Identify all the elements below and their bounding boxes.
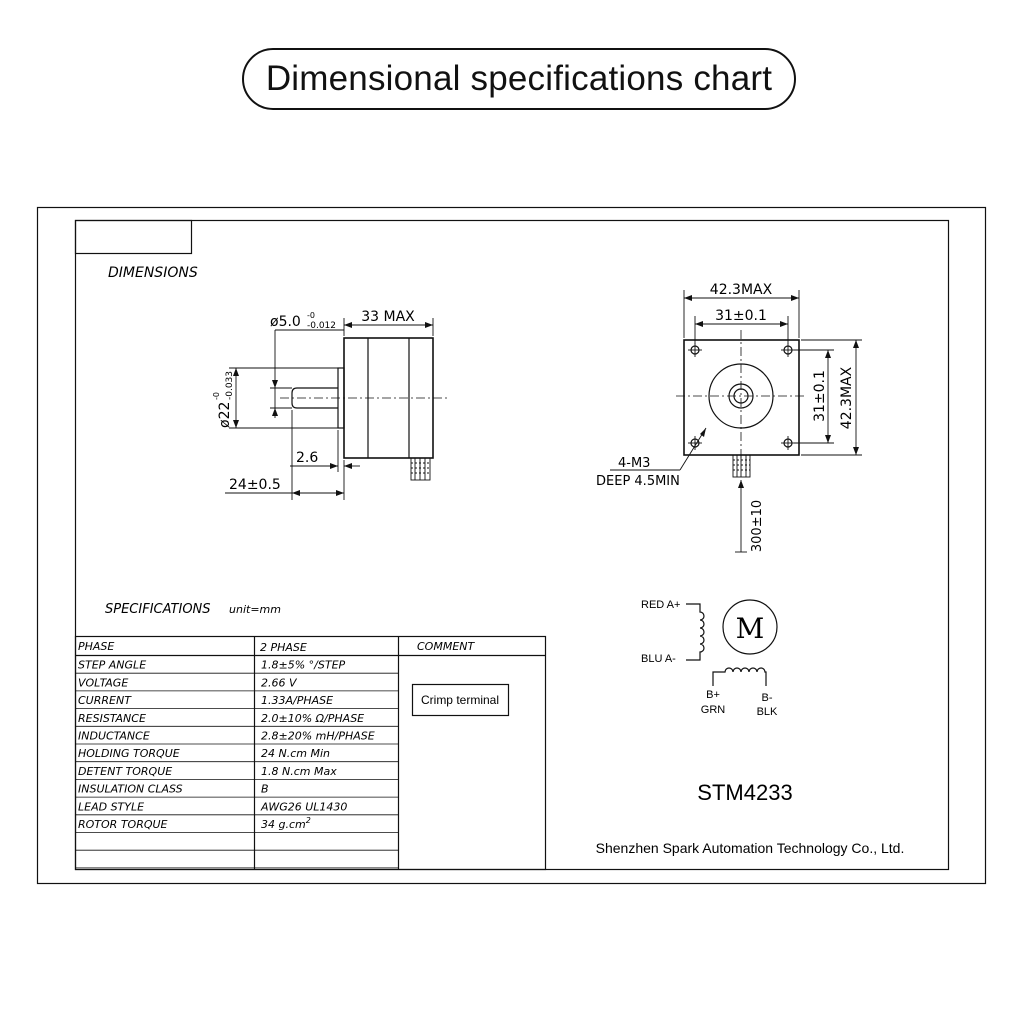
motor-symbol-label: M — [735, 612, 765, 645]
shaft-tol-upper: -0 — [307, 311, 315, 320]
spec-label: INSULATION CLASS — [78, 782, 183, 796]
spec-label: RESISTANCE — [78, 711, 146, 725]
company-name: Shenzhen Spark Automation Technology Co., Ltd. — [595, 840, 905, 856]
lead-wires-front — [733, 455, 750, 477]
comment-text: Crimp terminal — [420, 693, 500, 707]
spec-label: CURRENT — [78, 694, 131, 708]
coil-a — [686, 604, 704, 660]
spec-label: LEAD STYLE — [78, 800, 145, 814]
lead-length-dim: 300±10 — [750, 499, 765, 553]
spec-value: 24 N.cm Min — [261, 747, 330, 761]
lead-b-plus: B+ — [706, 689, 720, 701]
lead-grn: GRN — [700, 704, 726, 716]
boss-tol-lower: -0.033 — [225, 370, 235, 400]
spec-table — [75, 636, 546, 870]
dimensions-heading: DIMENSIONS — [108, 265, 198, 281]
boss-length-dim: 2.6 — [296, 450, 319, 466]
spec-value: AWG26 UL1430 — [261, 800, 348, 814]
holes-callout-line2: DEEP 4.5MIN — [596, 474, 680, 489]
specifications-heading: SPECIFICATIONS — [105, 602, 211, 617]
wiring-diagram — [641, 599, 778, 718]
spec-value: 2.0±10% Ω/PHASE — [261, 711, 365, 725]
col-header-value: 2 PHASE — [260, 641, 307, 654]
lead-wires-side — [411, 458, 430, 480]
lead-blk: BLK — [756, 706, 778, 718]
lead-red-a-plus: RED A+ — [641, 599, 681, 611]
spec-label: INDUCTANCE — [78, 729, 150, 743]
rotor-unit-exponent: 2 — [305, 816, 311, 825]
spec-label: VOLTAGE — [78, 676, 129, 690]
hole-spacing-h-dim: 31±0.1 — [715, 308, 767, 324]
spec-label: STEP ANGLE — [78, 658, 147, 672]
col-header-comment: COMMENT — [417, 640, 475, 653]
front-view — [596, 282, 862, 552]
holes-callout-line1: 4-M3 — [618, 456, 651, 471]
side-view — [212, 309, 448, 500]
unit-label: unit=mm — [229, 603, 281, 616]
shaft-length-dim: 24±0.5 — [229, 477, 281, 493]
spec-label: DETENT TORQUE — [78, 764, 173, 778]
boss-diameter-dim: ø22 — [217, 401, 233, 428]
spec-label: ROTOR TORQUE — [78, 818, 168, 831]
motor-flange — [684, 340, 799, 455]
title-block-box — [76, 221, 192, 254]
height-max-dim: 42.3MAX — [839, 366, 855, 430]
col-header-phase: PHASE — [78, 640, 115, 653]
coil-b — [713, 668, 766, 686]
spec-value: 1.8 N.cm Max — [261, 764, 337, 778]
spec-value: 1.8±5% °/STEP — [261, 658, 346, 672]
spec-value: B — [261, 782, 269, 796]
spec-value: 34 $g.cm^2$ — [261, 816, 311, 831]
width-max-dim: 42.3MAX — [709, 282, 773, 298]
lead-blu-a-minus: BLU A- — [641, 653, 676, 665]
page-title: Dimensional specifications chart — [242, 48, 796, 110]
shaft-diameter-dim: ø5.0 — [270, 314, 301, 330]
inner-frame — [76, 221, 949, 870]
body-length-dim: 33 MAX — [361, 309, 415, 325]
spec-value: 2.8±20% mH/PHASE — [261, 729, 375, 743]
boss-tol-upper: -0 — [212, 392, 221, 400]
spec-value: 2.66 V — [261, 676, 297, 690]
spec-label: HOLDING TORQUE — [78, 747, 180, 761]
shaft-tol-lower: -0.012 — [307, 321, 337, 331]
hole-spacing-v-dim: 31±0.1 — [812, 370, 828, 422]
model-number: STM4233 — [697, 780, 793, 805]
lead-b-minus: B- — [761, 692, 773, 704]
spec-value: 1.33A/PHASE — [261, 694, 334, 708]
